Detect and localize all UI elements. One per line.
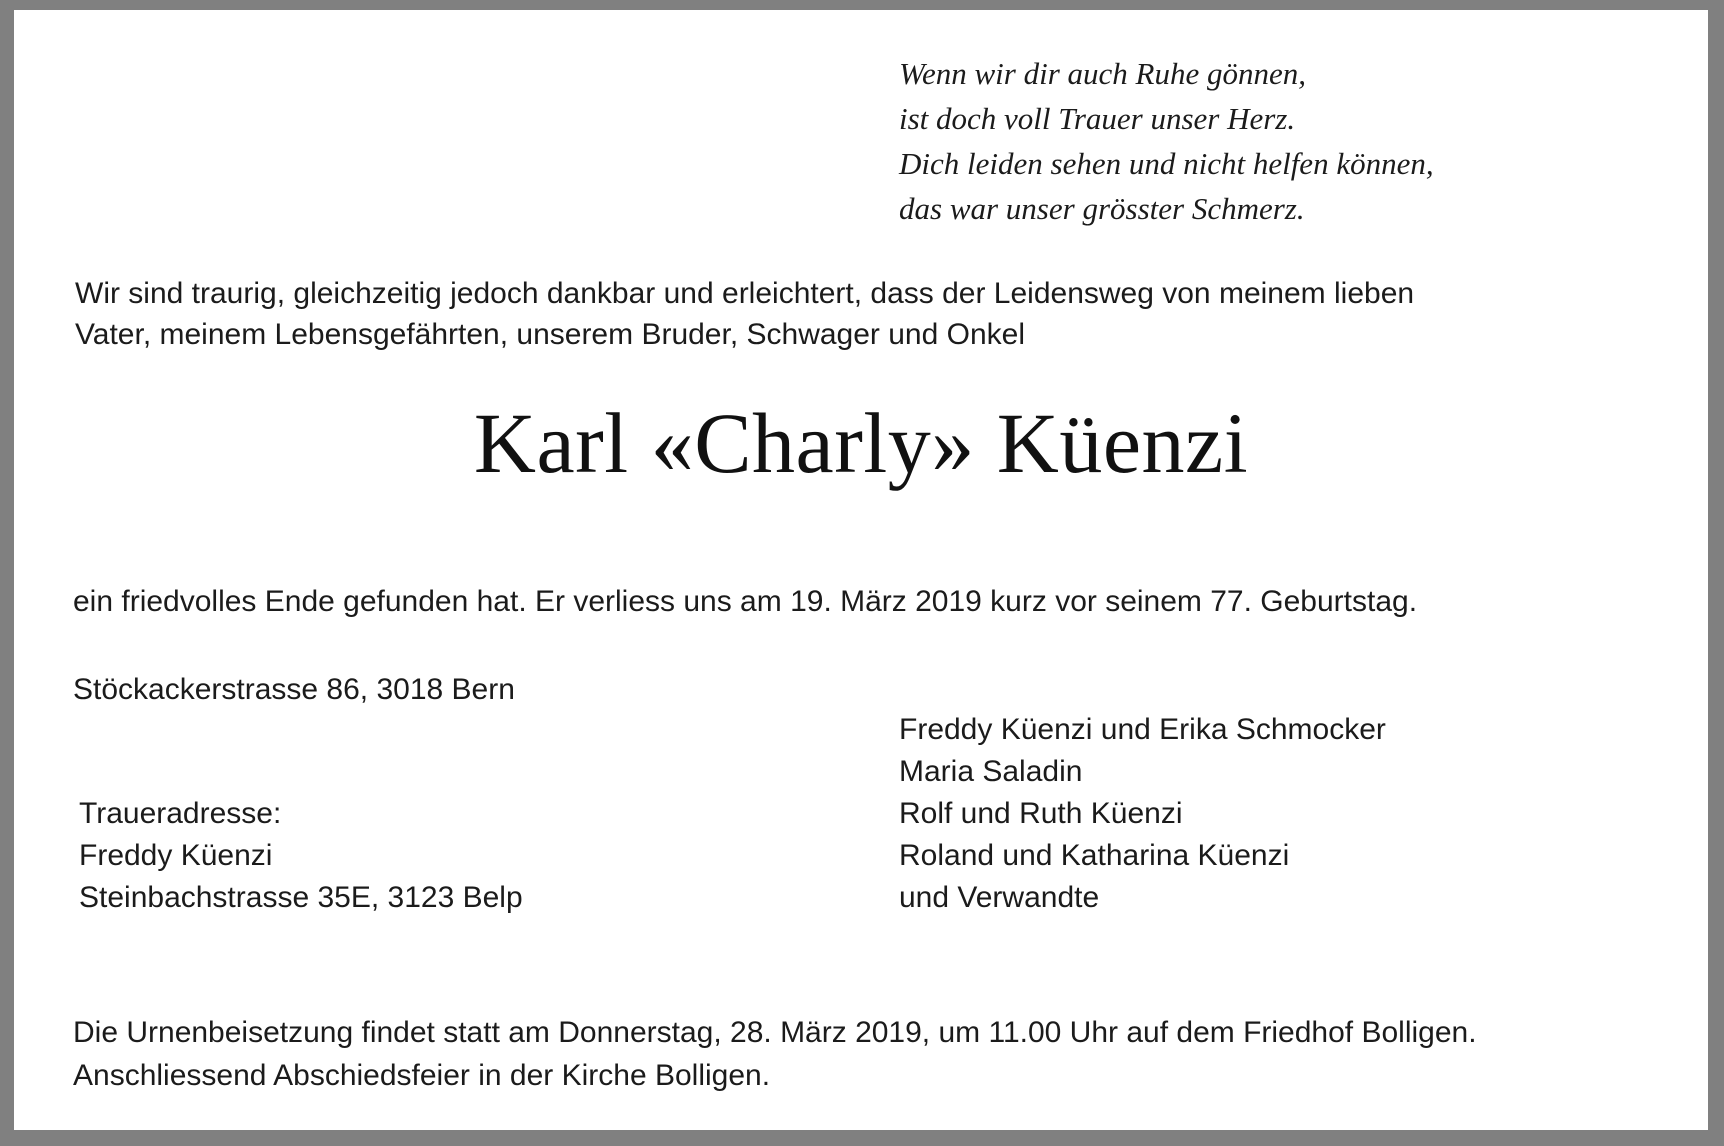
family-line-2: Maria Saladin <box>899 755 1083 788</box>
mourning-address-label: Traueradresse: <box>79 797 282 830</box>
deceased-name: Karl «Charly» Küenzi <box>473 395 1249 491</box>
family-line-1: Freddy Küenzi und Erika Schmocker <box>899 713 1386 746</box>
poem-line-3: Dich leiden sehen und nicht helfen können, <box>899 146 1434 181</box>
family-block <box>899 709 1659 919</box>
poem-line-1: Wenn wir dir auch Ruhe gönnen, <box>899 56 1306 91</box>
family-line-4: Roland und Katharina Küenzi <box>899 839 1290 872</box>
poem-line-4: das war unser grösster Schmerz. <box>899 191 1305 226</box>
family-line-5: und Verwandte <box>899 881 1100 914</box>
poem-line-2: ist doch voll Trauer unser Herz. <box>899 101 1296 136</box>
mourning-address-name: Freddy Küenzi <box>79 839 273 872</box>
funeral-details: Die Urnenbeisetzung findet statt am Donnerstag, 28. März 2019, um 11.00 Uhr auf dem Friedhof Bolligen. Anschliessend Abschiedsfeier in der Kirche Bolligen. <box>73 1016 1477 1092</box>
home-address: Stöckackerstrasse 86, 3018 Bern <box>73 673 515 706</box>
poem-block <box>899 51 1434 231</box>
mourning-address-street: Steinbachstrasse 35E, 3123 Belp <box>79 881 523 914</box>
family-line-3: Rolf und Ruth Küenzi <box>899 797 1183 830</box>
death-date-paragraph: ein friedvolles Ende gefunden hat. Er verliess uns am 19. März 2019 kurz vor seinem 77. Geburtstag. <box>73 585 1418 618</box>
obituary-content <box>15 11 1707 1129</box>
intro-paragraph: Wir sind traurig, gleichzeitig jedoch dankbar und erleichtert, dass der Leidensweg von meinem lieben Vater, meinem Lebensgefährten, unserem Bruder, Schwager und Onkel <box>75 277 1415 351</box>
mourning-address-block <box>79 793 779 919</box>
obituary-page <box>14 10 1708 1130</box>
